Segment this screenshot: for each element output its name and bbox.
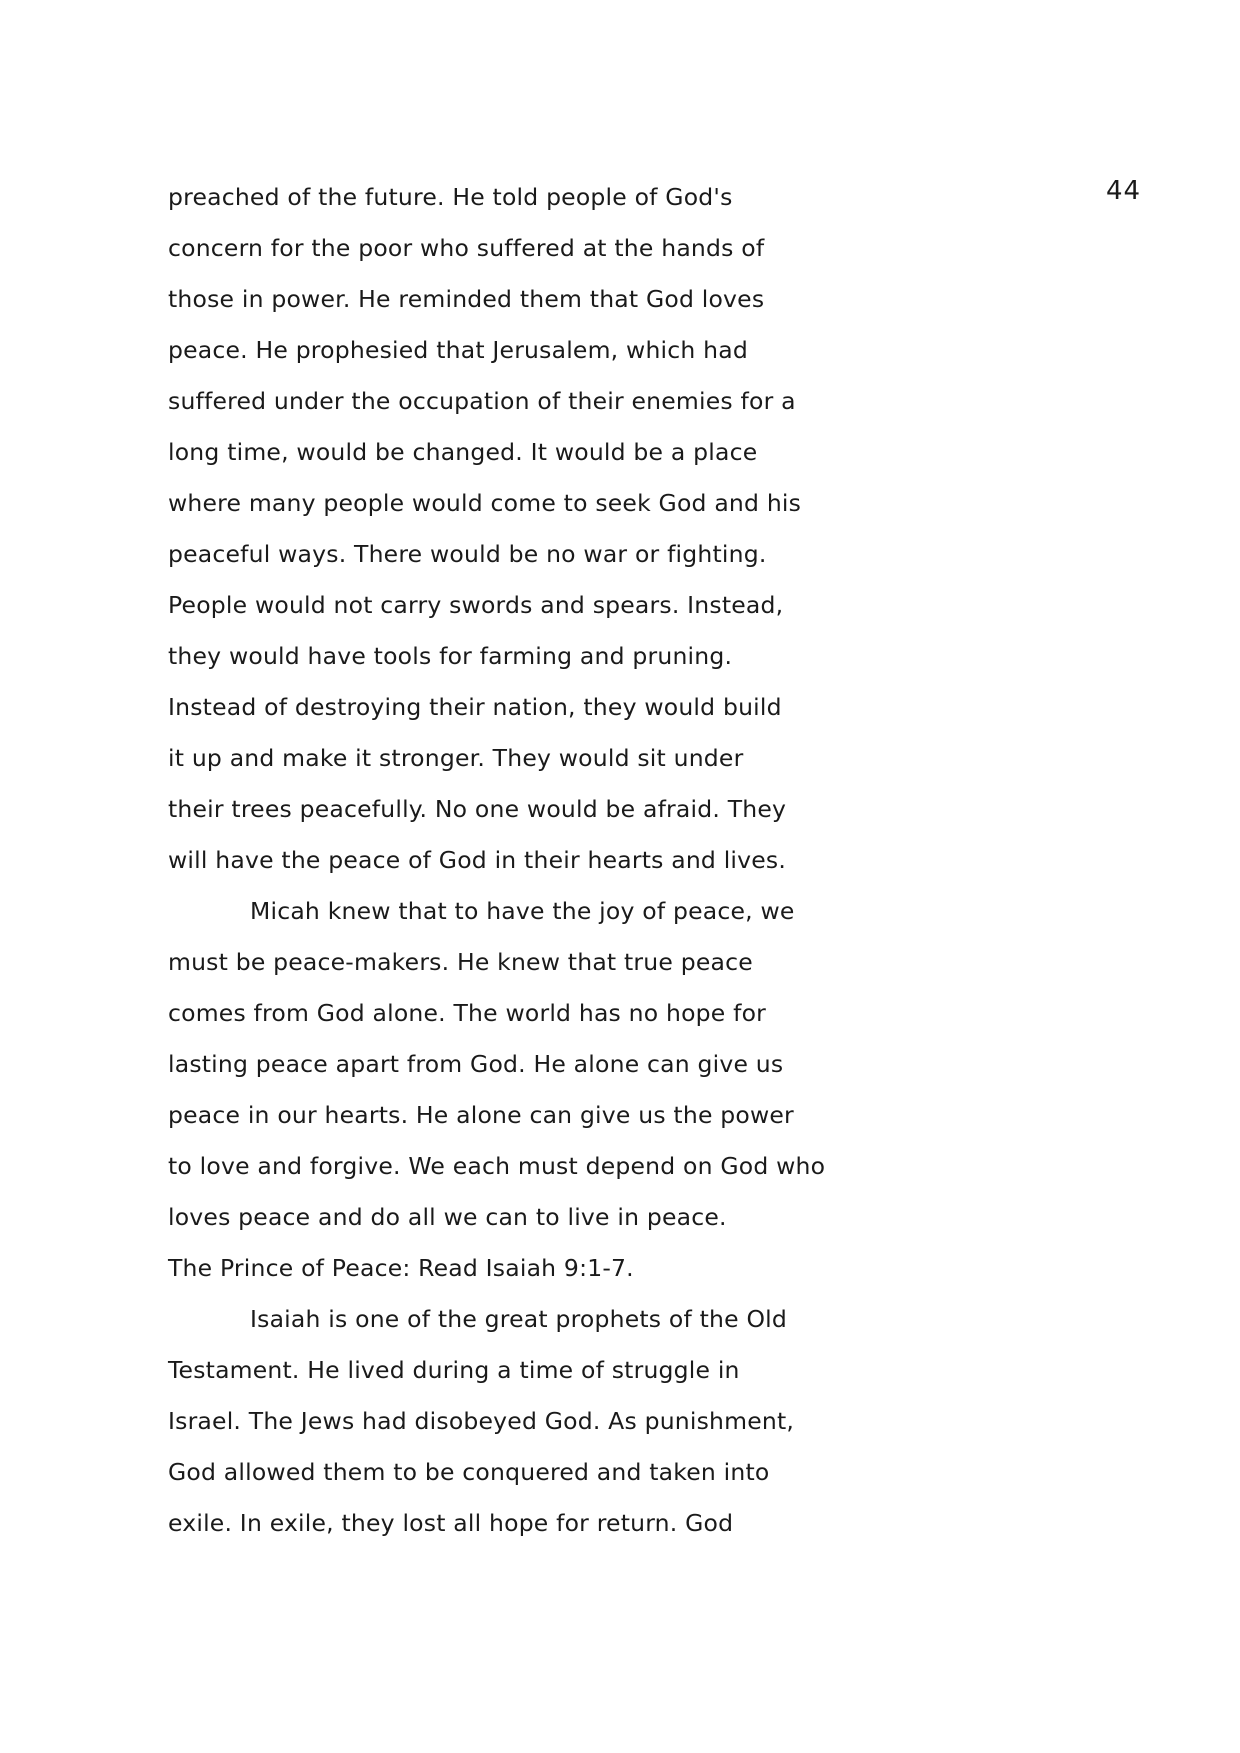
text-line: exile. In exile, they lost all hope for return. God [168,1509,734,1537]
text-line: those in power. He reminded them that God loves [168,285,765,313]
text-line: Isaiah is one of the great prophets of the Old [250,1305,788,1333]
text-line: comes from God alone. The world has no hope for [168,999,767,1027]
text-line: long time, would be changed. It would be a place [168,438,758,466]
text-line: concern for the poor who suffered at the hands of [168,234,765,262]
text-line: they would have tools for farming and pruning. [168,642,733,670]
text-line: peaceful ways. There would be no war or fighting. [168,540,767,568]
text-line: where many people would come to seek God and his [168,489,802,517]
text-line: must be peace-makers. He knew that true peace [168,948,753,976]
text-line: peace in our hearts. He alone can give us the power [168,1101,794,1129]
text-line: Testament. He lived during a time of struggle in [168,1356,740,1384]
text-line: to love and forgive. We each must depend on God who [168,1152,826,1180]
text-line: will have the peace of God in their hearts and lives. [168,846,787,874]
text-line: it up and make it stronger. They would sit under [168,744,744,772]
body-text [168,172,826,1549]
text-line: Micah knew that to have the joy of peace, we [250,897,795,925]
text-line: peace. He prophesied that Jerusalem, which had [168,336,748,364]
text-line: People would not carry swords and spears. Instead, [168,591,784,619]
text-line: lasting peace apart from God. He alone can give us [168,1050,784,1078]
page-number: 44 [1106,176,1142,206]
text-line: The Prince of Peace: Read Isaiah 9:1-7. [168,1254,634,1282]
text-line: Instead of destroying their nation, they would build [168,693,782,721]
text-line: preached of the future. He told people of God's [168,183,733,211]
text-line: Israel. The Jews had disobeyed God. As punishment, [168,1407,795,1435]
text-line: loves peace and do all we can to live in peace. [168,1203,727,1231]
text-line: their trees peacefully. No one would be afraid. They [168,795,787,823]
text-line: suffered under the occupation of their enemies for a [168,387,796,415]
text-line: God allowed them to be conquered and taken into [168,1458,770,1486]
